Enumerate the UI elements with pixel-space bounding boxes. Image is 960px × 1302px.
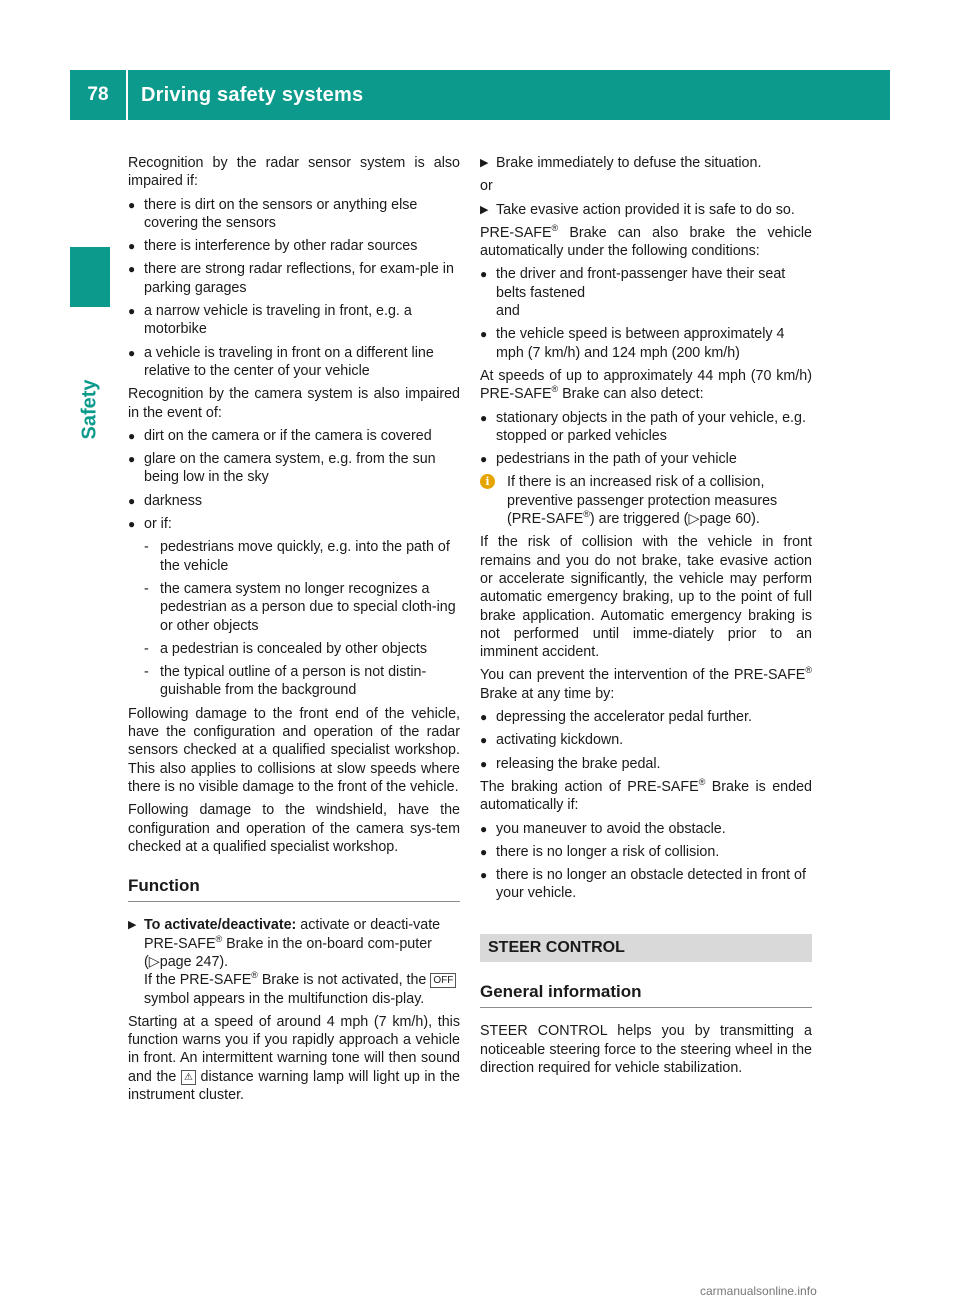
instruction-step: ▶ Brake immediately to defuse the situation. bbox=[480, 155, 762, 171]
bullet-icon: ● bbox=[480, 844, 488, 859]
bullet-icon: ● bbox=[128, 239, 136, 254]
bullet-icon: ● bbox=[128, 262, 136, 277]
distance-warning-icon: ⚠ bbox=[181, 1070, 196, 1085]
list-item: ● a vehicle is traveling in front on a different line relative to the center of your vehicle bbox=[128, 344, 434, 379]
list-item: ● there is dirt on the sensors or anything else covering the sensors bbox=[128, 196, 418, 231]
bullet-icon: ● bbox=[128, 428, 136, 443]
info-note: i If there is an increased risk of a collision, preventive passenger protection measures (PRE-SAFE®) are triggered (▷page 60). bbox=[480, 473, 812, 528]
paragraph: At speeds of up to approximately 44 mph (70 km/h) PRE-SAFE® Brake can also detect: bbox=[480, 367, 812, 403]
list-item: ● dirt on the camera or if the camera is covered bbox=[128, 427, 432, 444]
page-title: Driving safety systems bbox=[141, 83, 364, 106]
list-item: ● there is no longer a risk of collision. bbox=[480, 843, 720, 860]
list-item: ● the vehicle speed is between approximately 4 mph (7 km/h) and 124 mph (200 km/h) bbox=[480, 326, 785, 361]
dash-icon: - bbox=[144, 664, 149, 681]
paragraph: Starting at a speed of around 4 mph (7 km/h), this function warns you if you rapidly approach a vehicle in front. An intermittent warning tone will then sound and the ⚠ distance warning lamp will light up in the instrument cluster. bbox=[128, 1013, 460, 1104]
header-divider bbox=[126, 70, 128, 120]
bullet-icon: ● bbox=[480, 821, 488, 836]
info-icon: i bbox=[480, 474, 495, 489]
registered-mark: ® bbox=[698, 777, 706, 788]
paragraph: The braking action of PRE-SAFE® Brake is ended automatically if: bbox=[480, 777, 812, 814]
bullet-icon: ● bbox=[480, 710, 488, 725]
step-arrow-icon: ▶ bbox=[480, 203, 489, 216]
list-item: - the camera system no longer recognizes a pedestrian as a person due to special cloth-ing or other objects bbox=[144, 580, 456, 634]
paragraph: PRE-SAFE® Brake can also brake the vehicle automatically under the following conditions: bbox=[480, 223, 812, 260]
list-item: ● activating kickdown. bbox=[480, 732, 624, 749]
list-item: ● depressing the accelerator pedal further. bbox=[480, 709, 752, 726]
bullet-icon: ● bbox=[128, 197, 136, 212]
paragraph: Recognition by the camera system is also impaired in the event of: bbox=[128, 386, 460, 421]
bullet-icon: ● bbox=[480, 756, 488, 771]
detect-bullet-list bbox=[480, 409, 812, 469]
radar-bullet-list bbox=[128, 196, 460, 381]
paragraph: STEER CONTROL helps you by transmitting a noticeable steering force to the steering wheel in the direction required for vehicle stabilization. bbox=[480, 1023, 812, 1076]
registered-mark: ® bbox=[551, 223, 559, 234]
list-item: - a pedestrian is concealed by other objects bbox=[144, 640, 428, 657]
bullet-icon: ● bbox=[480, 868, 488, 883]
side-section-label: Safety bbox=[78, 379, 101, 440]
list-item: ● the driver and front-passenger have their seat belts fastened and bbox=[480, 266, 786, 320]
paragraph: If the risk of collision with the vehicle in front remains and you do not brake, take evasive action or accelerate significantly, the vehicle may perform automatic emergency braking, up to the point of full brake application. Automatic emergency braking is not performed until imme-diately prior to an imminent accident. bbox=[480, 534, 812, 661]
or-text: or bbox=[480, 178, 493, 195]
list-item: ● there is no longer an obstacle detected in front of your vehicle. bbox=[480, 867, 806, 902]
paragraph: Recognition by the radar sensor system is also impaired if: bbox=[128, 155, 460, 190]
pre-safe-off-icon: OFF bbox=[430, 973, 456, 988]
page-number: 78 bbox=[87, 84, 109, 105]
bullet-icon: ● bbox=[480, 410, 488, 425]
dash-icon: - bbox=[144, 640, 149, 657]
dash-icon: - bbox=[144, 580, 149, 597]
bullet-icon: ● bbox=[480, 327, 488, 342]
list-item: ● a narrow vehicle is traveling in front, e.g. a motorbike bbox=[128, 303, 412, 338]
function-heading: Function bbox=[128, 877, 460, 902]
list-item: ● darkness bbox=[128, 492, 203, 509]
page-ref-arrow-icon: ▷ bbox=[148, 953, 160, 970]
dash-list bbox=[128, 538, 460, 699]
bullet-icon: ● bbox=[480, 733, 488, 748]
page-ref-arrow-icon: ▷ bbox=[688, 511, 700, 528]
list-item: ● there are strong radar reflections, for exam-ple in parking garages bbox=[128, 261, 454, 296]
bullet-icon: ● bbox=[128, 452, 136, 467]
bullet-icon: ● bbox=[128, 304, 136, 319]
right-column bbox=[480, 154, 812, 1082]
registered-mark: ® bbox=[215, 933, 223, 944]
left-column bbox=[128, 154, 460, 1109]
prevent-bullet-list bbox=[480, 708, 812, 773]
list-item: - the typical outline of a person is not distin-guishable from the background bbox=[144, 664, 427, 699]
camera-bullet-list bbox=[128, 427, 460, 533]
registered-mark: ® bbox=[551, 384, 559, 395]
end-bullet-list bbox=[480, 820, 812, 903]
list-item: ● pedestrians in the path of your vehicle bbox=[480, 451, 737, 468]
dash-icon: - bbox=[144, 539, 149, 556]
step-arrow-icon: ▶ bbox=[480, 157, 489, 169]
bullet-icon: ● bbox=[480, 267, 488, 282]
list-item: ● you maneuver to avoid the obstacle. bbox=[480, 820, 726, 837]
step-arrow-icon: ▶ bbox=[128, 919, 137, 932]
registered-mark: ® bbox=[583, 509, 590, 520]
section-title: STEER CONTROL bbox=[480, 934, 812, 962]
registered-mark: ® bbox=[805, 665, 812, 676]
list-item: - pedestrians move quickly, e.g. into the path of the vehicle bbox=[144, 539, 450, 574]
instruction-step: ▶ Take evasive action provided it is safe to do so. bbox=[480, 201, 795, 218]
general-information-heading: General information bbox=[480, 983, 812, 1008]
paragraph: You can prevent the intervention of the PRE-SAFE® Brake at any time by: bbox=[480, 665, 812, 702]
instruction-step: ▶ To activate/deactivate: activate or deacti-vate PRE-SAFE® Brake in the on-board com-puter (▷page 247). If the PRE-SAFE® Brake is not activated, the OFF symbol appears in the multifunction dis-play. bbox=[128, 916, 460, 1007]
list-item: ● glare on the camera system, e.g. from the sun being low in the sky bbox=[128, 451, 436, 486]
bullet-icon: ● bbox=[128, 493, 136, 508]
bullet-icon: ● bbox=[128, 517, 136, 532]
registered-mark: ® bbox=[251, 970, 258, 981]
list-item: ● stationary objects in the path of your vehicle, e.g. stopped or parked vehicles bbox=[480, 409, 806, 444]
bullet-icon: ● bbox=[480, 452, 488, 467]
page-reference-link[interactable]: page 247 bbox=[159, 953, 220, 970]
watermark-text: carmanualsonline.info bbox=[700, 1284, 817, 1298]
paragraph: Following damage to the front end of the vehicle, have the configuration and operation of the radar sensors checked at a qualified specialist workshop. This also applies to collisions at slow speeds where there is no visible damage to the front of the vehicle. bbox=[128, 705, 460, 795]
list-item: ● or if: bbox=[128, 516, 172, 533]
bullet-icon: ● bbox=[128, 345, 136, 360]
list-item: ● releasing the brake pedal. bbox=[480, 755, 661, 772]
page-reference-link[interactable]: page 60 bbox=[699, 511, 752, 528]
side-tab-block bbox=[70, 247, 110, 307]
paragraph: Following damage to the windshield, have the configuration and operation of the camera sys-tem checked at a qualified specialist workshop. bbox=[128, 802, 460, 855]
list-item: ● there is interference by other radar sources bbox=[128, 238, 418, 255]
